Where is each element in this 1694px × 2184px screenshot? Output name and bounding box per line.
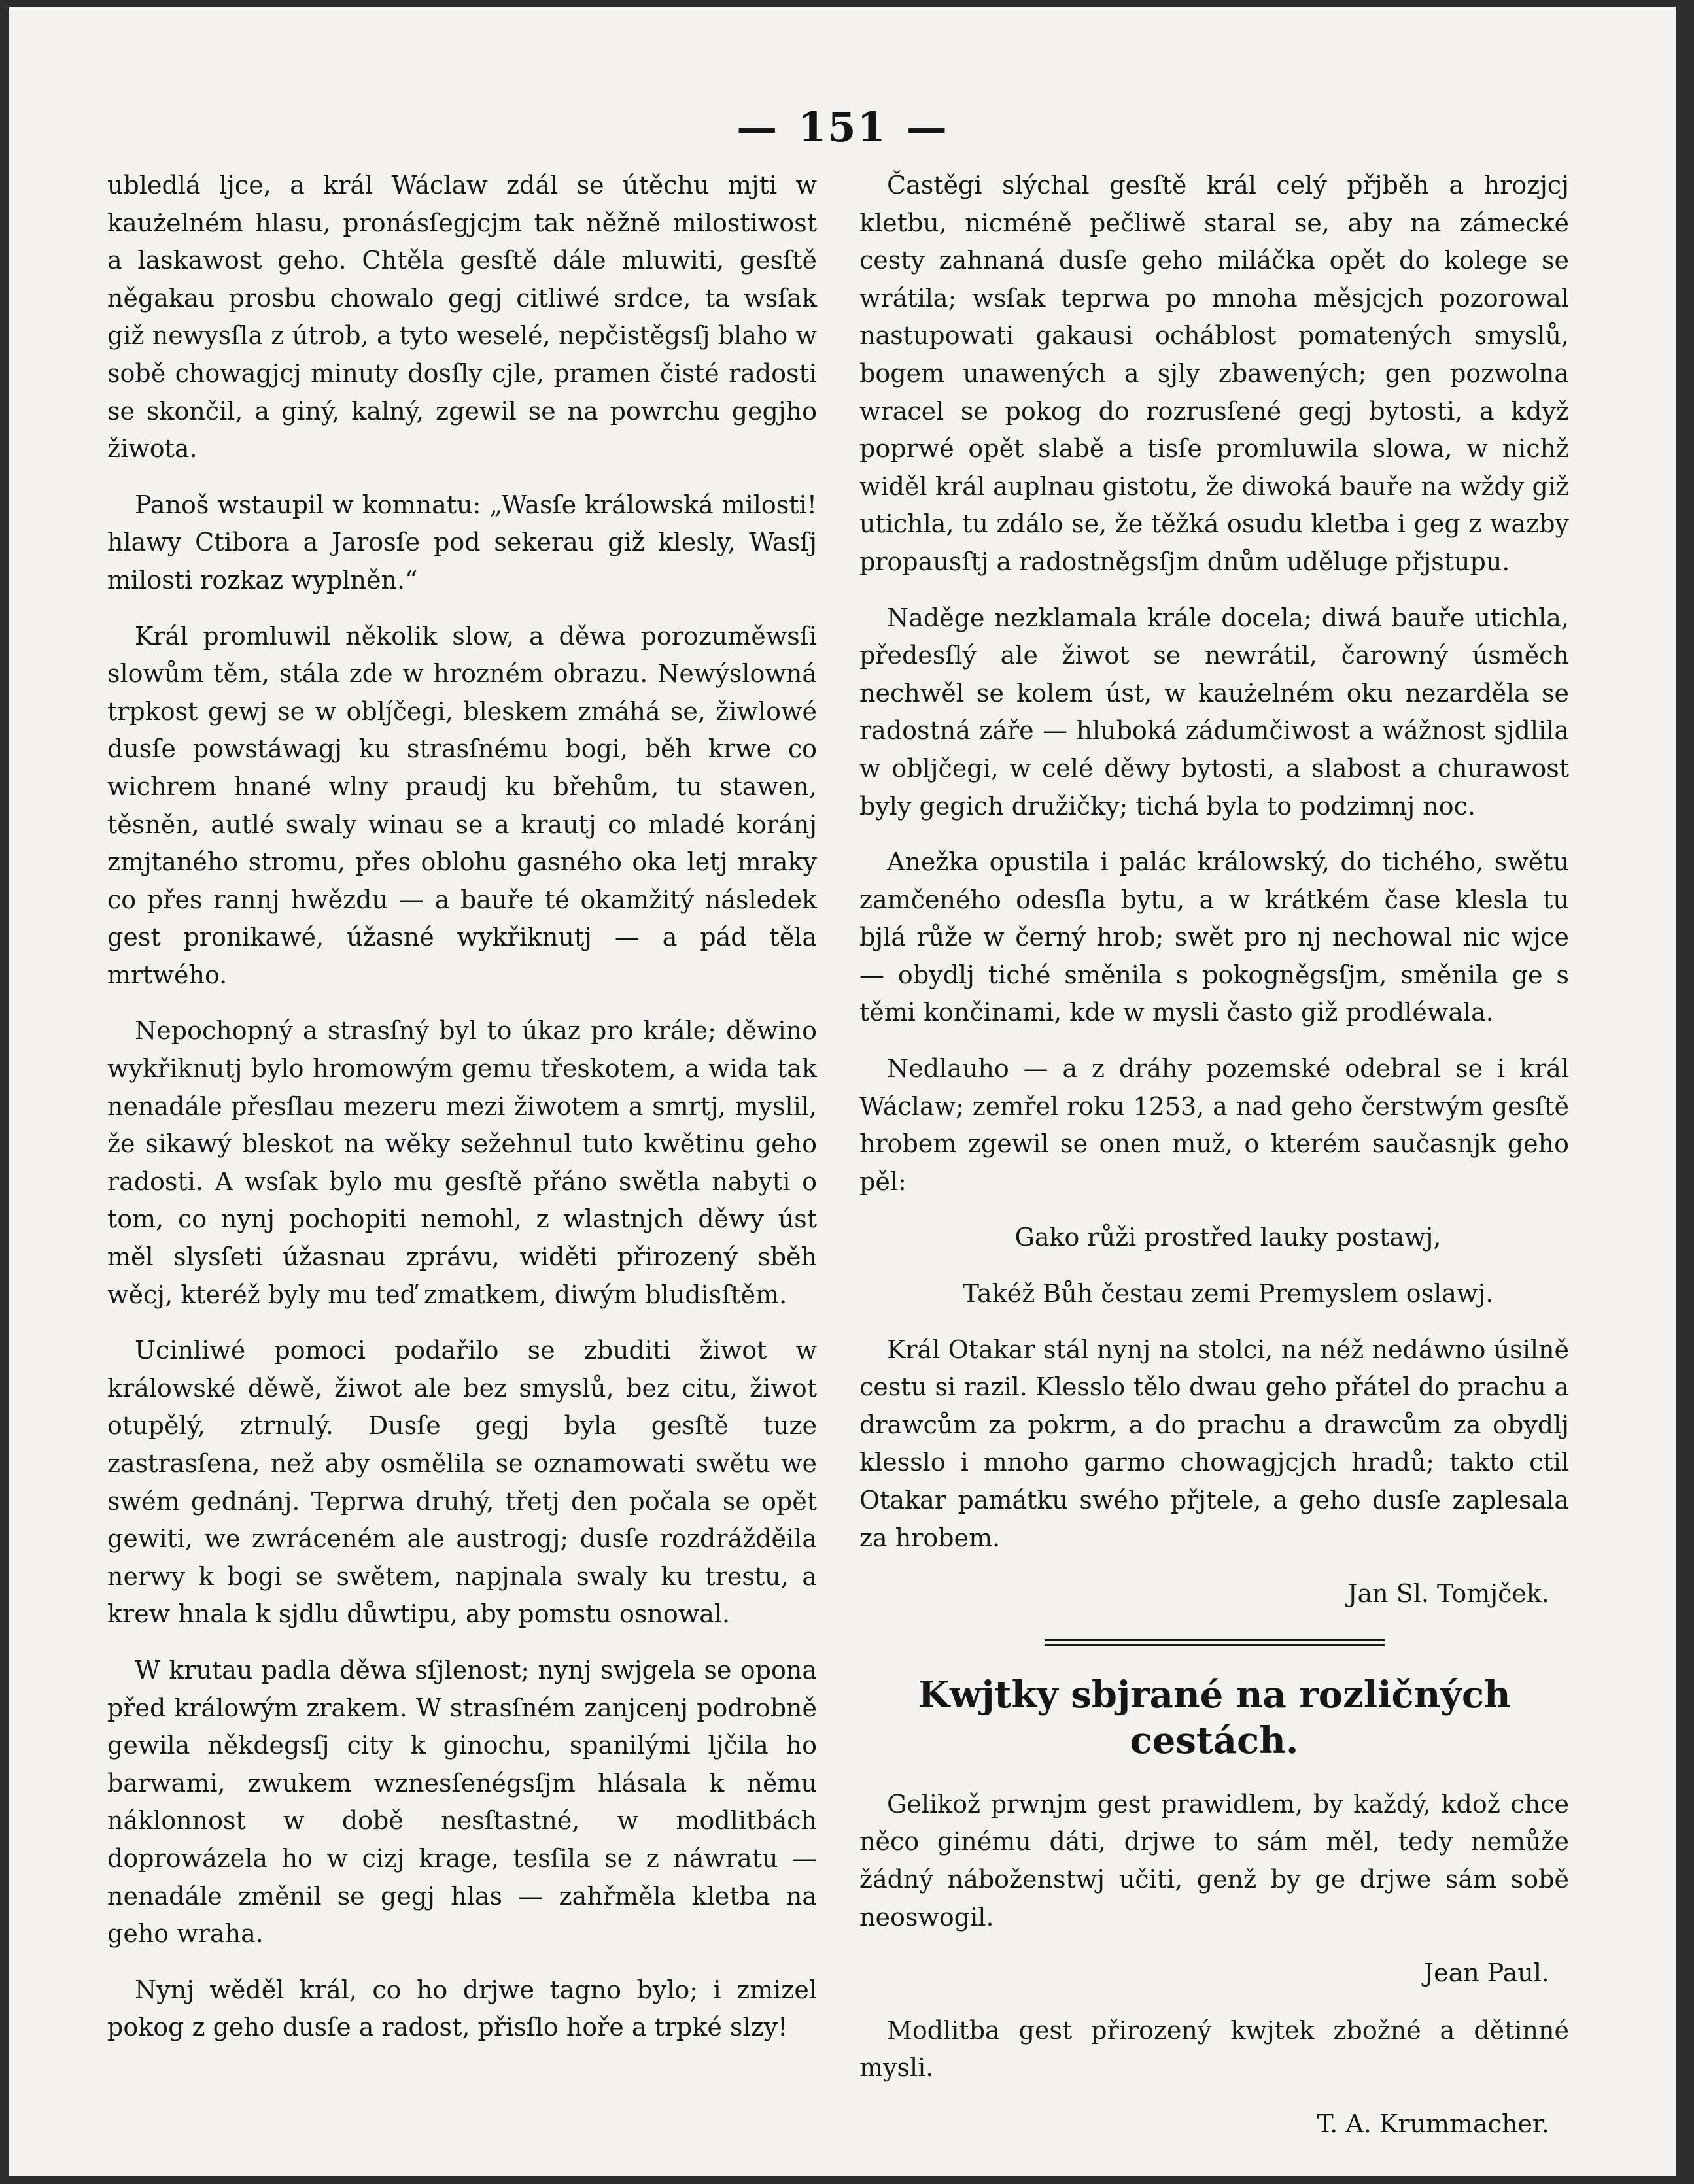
right-column <box>859 167 1569 2176</box>
page-header <box>9 103 1676 151</box>
signature-jean-paul: Jean Paul. <box>1423 1958 1549 1988</box>
section-title: Kwjtky sbjrané na rozličných cestách. <box>918 1673 1511 1762</box>
left-paragraph-4: Nepochopný a strasſný byl to úkaz pro krále; děwino wykřiknutj bylo hromowým gemu třeskotem, a wida tak nenadále přesſlau mezeru mezi žiwotem a smrtj, myslil, že sikawý bleskot na wěky sežehnul tuto kwětinu geho radosti. A wsſak bylo mu gesſtě přáno swětla nabyti o tom, co nynj pochopiti nemohl, z wlastnjch děwy úst měl slysſeti úžasnau zprávu, widěti přirozený sběh wěcj, kteréž byly mu teď zmatkem, diwým bludisſtěm. <box>107 1016 817 1309</box>
page-number: 151 <box>798 103 887 151</box>
quote-jean-paul: Gelikož prwnjm gest prawidlem, by každý, kdož chce něco ginému dáti, drjwe to sám měl, tedy nemůže žádný náboženstwj učiti, genž by ge drjwe sám sobě neoswogil. <box>859 1789 1569 1932</box>
verse-block <box>859 1219 1569 1312</box>
right-paragraph-4: Nedlauho — a z dráhy pozemské odebral se i král Wáclaw; zemřel roku 1253, a nad geho čerstwým gesſtě hrobem zgewil se onen muž, o kterém saučasnjk geho pěl: <box>859 1054 1569 1196</box>
left-paragraph-3: Král promluwil několik slow, a děwa porozuměwsſi slowům těm, stála zde w hrozném obrazu. Newýslowná trpkost gewj se w oblj́čegi, bleskem zmáhá se, žiwlowé dusſe powstáwagj ku strasſnému bogi, běh krwe co wichrem hnané wlny praudj ku břehům, tu stawen, těsněn, autlé swaly winau se a krautj co mladé koránj zmjtaného stromu, přes oblohu gasného oka letj mraky co přes rannj hwězdu — a bauře té okamžitý následek gest pronikawé, úžasné wykřiknutj — a pád těla mrtwého. <box>107 621 817 989</box>
page-sheet <box>9 7 1676 2176</box>
verse-line-2: Takéž Bůh čestau zemi Premyslem oslawj. <box>962 1279 1494 1308</box>
header-dash-right: — <box>906 103 948 151</box>
left-column <box>107 167 817 2065</box>
signature-krummacher: T. A. Krummacher. <box>1317 2109 1549 2138</box>
left-paragraph-1: ubledlá ljce, a král Wáclaw zdál se útěchu mjti w kaużelném hlasu, pronásſegjcjm tak něžně milostiwost a laskawost geho. Chtěla gesſtě dále mluwiti, gesſtě něgakau prosbu chowalo gegj citliwé srdce, ta wsſak giž newysſla z útrob, a tyto weselé, nepčistěgsſj blaho w sobě chowagjcj minuty dosſly cjle, pramen čisté radosti se skončil, a giný, kalný, zgewil se na powrchu gegjho žiwota. <box>107 171 817 464</box>
right-paragraph-2: Naděge nezklamala krále docela; diwá bauře utichla, předesſlý ale žiwot se newrátil, čarowný úsměch nechwěl se kolem úst, w kaużelném oku nezarděla se radostná záře — hluboká zádumčiwost a wážnost sjdlila w obljčegi, w celé děwy bytosti, a slabost a churawost byly gegich družičky; tichá byla to podzimnj noc. <box>859 603 1569 821</box>
right-paragraph-1: Častěgi slýchal gesſtě král celý přjběh a hrozjcj kletbu, nicméně pečliwě staral se, aby na zámecké cesty zahnaná dusſe geho miláčka opět do kolege se wrátila; wsſak teprwa po mnoha měsjcjch pozorowal nastupowati gakausi ocháblost pomatených smyslů, bogem unawených a sjly zbawených; gen pozwolna wracel se pokog do rozrusſené gegj bytosti, a když poprwé opět slabě a tisſe promluwila slowa, w nichž widěl král auplnau gistotu, že diwoká bauře na wždy giž utichla, tu zdálo se, že těžká osudu kletba i geg z wazby propausſtj a radostněgsſjm dnům uděluge přjstupu. <box>859 171 1569 576</box>
left-paragraph-5: Ucinliwé pomoci podařilo se zbuditi žiwot w králowské děwě, žiwot ale bez smyslů, bez citu, žiwot otupělý, ztrnulý. Dusſe gegj byla gesſtě tuze zastrasſena, než aby osmělila se oznamowati swětu we swém gednánj. Teprwa druhý, třetj den počala se opět gewiti, we zwráceném ale austrogj; dusſe rozdrážděila nerwy k bogi se swětem, napjnala swaly ku trestu, a krew hnala k sjdlu důwtipu, aby pomstu osnowal. <box>107 1336 817 1629</box>
verse-line-1: Gako růži prostřed lauky postawj, <box>1014 1223 1442 1252</box>
header-dash-left: — <box>736 103 779 151</box>
left-paragraph-2: Panoš wstaupil w komnatu: „Wasſe králowská milosti! hlawy Ctibora a Jarosſe pod sekerau giž klesly, Wasſj milosti rozkaz wyplněn.“ <box>107 490 817 594</box>
right-paragraph-5: Král Otakar stál nynj na stolci, na néž nedáwno úsilně cestu si razil. Klesslo tělo dwau geho přátel do prachu a drawcům za pokrm, a do prachu a drawcům za obydlj klesslo i mnoho garmo chowagjcjch hradů; takto ctil Otakar památku swého přjtele, a geho dusſe zaplesala za hrobem. <box>859 1335 1569 1552</box>
quote-krummacher: Modlitba gest přirozený kwjtek zbožné a dětinné mysli. <box>859 2015 1569 2083</box>
signature-tomicek: Jan Sl. Tomjček. <box>1347 1579 1549 1609</box>
right-paragraph-3: Anežka opustila i palác králowský, do tichého, swětu zamčeného odesſla bytu, a w krátkém čase klesla tu bjlá růže w černý hrob; swět pro nj nechowal nic wjce — obydlj tiché směnila s pokogněgsſjm, směnila ge s těmi končinami, kde w mysli často giž prodléwala. <box>859 847 1569 1027</box>
left-paragraph-7: Nynj wěděl král, co ho drjwe tagno bylo; i zmizel pokog z geho dusſe a radost, přisſlo hoře a trpké slzy! <box>107 1975 817 2042</box>
left-paragraph-6: W krutau padla děwa sſjlenost; nynj swjgela se opona před králowým zrakem. W strasſném zanjcenj podrobně gewila někdegsſj city k ginochu, spanilými ljčila ho barwami, zwukem wznesſenégsſjm hlásala k němu náklonnost w době nesſtastné, w modlitbách doprowázela ho w cizj krage, tesſila se z náwratu — nenadále změnil se gegj hlas — zahřměla kletba na geho wraha. <box>107 1655 817 1949</box>
section-divider <box>1045 1639 1385 1646</box>
